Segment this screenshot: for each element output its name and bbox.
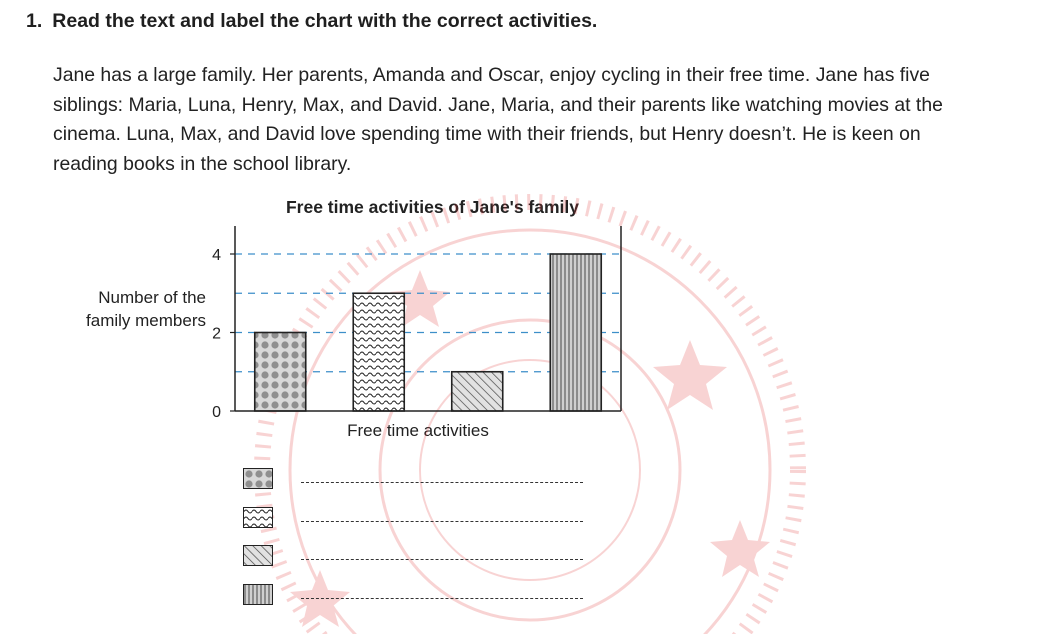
chart-x-axis-label: Free time activities	[347, 421, 489, 440]
passage-line: cinema. Luna, Max, and David love spending time with their friends, but Henry doesn’t. He is keen on	[53, 123, 921, 145]
pattern-swatch-waves	[243, 507, 273, 528]
bar-dots	[255, 333, 306, 412]
y-label-line: family members	[86, 311, 206, 330]
question-number: 1.	[26, 10, 43, 32]
answer-blank-line[interactable]	[301, 598, 583, 599]
y-tick-label: 2	[212, 325, 221, 343]
bar-diagonal-stripes	[452, 372, 503, 411]
answer-blank-line[interactable]	[301, 482, 583, 483]
bar-vertical-stripes	[550, 254, 601, 411]
passage-line: siblings: Maria, Luna, Henry, Max, and David. Jane, Maria, and their parents like watching movies at the	[53, 93, 943, 116]
pattern-swatch-vertical-stripes	[243, 584, 273, 605]
pattern-swatch-dots	[243, 468, 273, 489]
passage-line: Jane has a large family. Her parents, Amanda and Oscar, enjoy cycling in their free time. Jane has five	[53, 64, 930, 86]
chart-y-ticks	[212, 247, 235, 421]
ministry-seal-watermark	[262, 202, 798, 634]
question-instruction: Read the text and label the chart with the correct activities.	[52, 10, 598, 32]
chart-title: Free time activities of Jane's family	[285, 197, 580, 217]
passage-line: reading books in the school library.	[53, 152, 352, 175]
pattern-swatch-diagonal-stripes	[243, 545, 273, 566]
answer-blank-line[interactable]	[301, 521, 583, 522]
bar-waves	[353, 293, 404, 411]
answer-blank-line[interactable]	[301, 559, 583, 560]
y-tick-label: 4	[212, 247, 221, 264]
y-tick-label: 0	[212, 404, 221, 421]
y-label-line: Number of the	[98, 288, 206, 307]
